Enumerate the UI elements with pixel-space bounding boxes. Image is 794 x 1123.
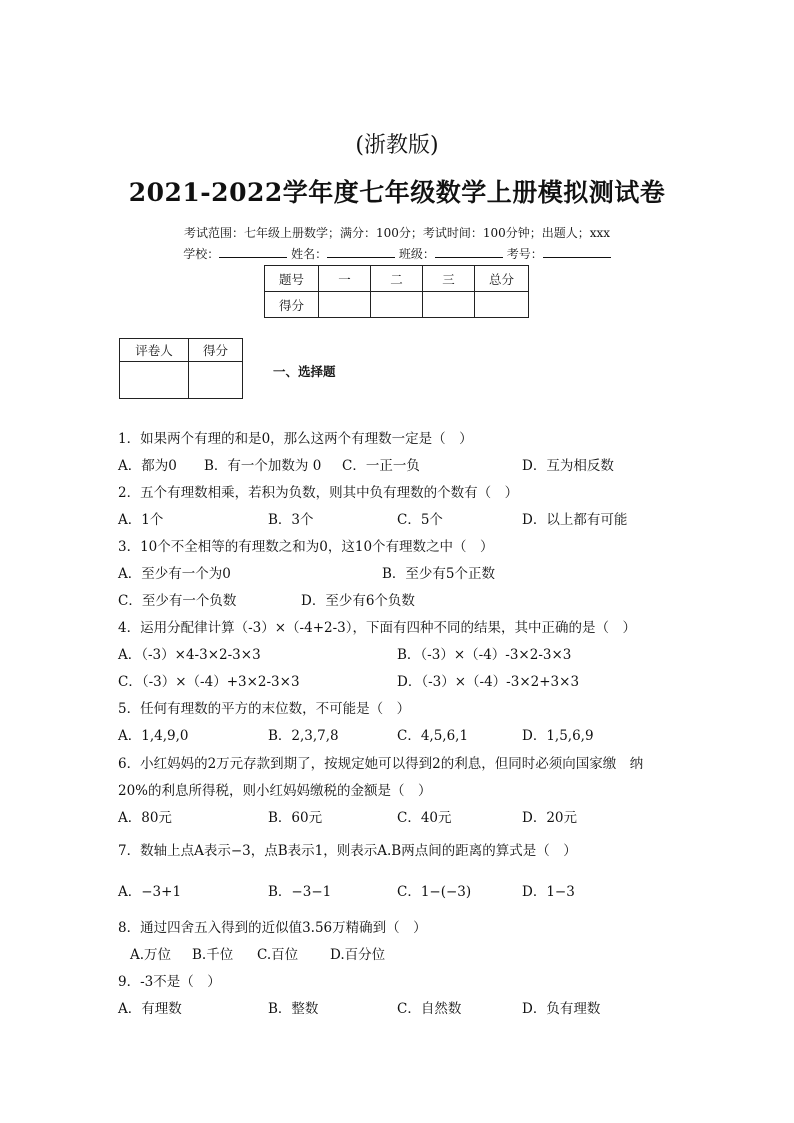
question-stem: 7．数轴上点A表示−3，点B表示1，则表示A.B两点间的距离的算式是（ ）	[118, 843, 577, 859]
score-table	[264, 265, 529, 318]
option: B．（-3）×（-4）-3×2-3×3	[397, 647, 572, 663]
grader-score-header: 得分	[189, 339, 243, 362]
subtitle: (浙教版)	[355, 133, 439, 158]
option: A.万位	[130, 947, 172, 963]
option: C．5个	[397, 512, 443, 528]
option: A．−3+1	[118, 884, 182, 900]
option: B．−3−1	[268, 884, 332, 900]
option: C．1−(−3)	[397, 884, 472, 900]
class-blank[interactable]	[435, 246, 503, 258]
question-stem-continued: 20%的利息所得税，则小红妈妈缴税的金额是（ ）	[118, 783, 432, 799]
class-label: 班级：	[398, 247, 435, 261]
option: A．至少有一个为0	[118, 566, 231, 582]
school-label: 学校：	[183, 247, 220, 261]
grader-table	[119, 338, 243, 399]
exam-number-label: 考号：	[506, 247, 543, 261]
option: C．（-3）×（-4）+3×2-3×3	[118, 674, 300, 690]
option: B．3个	[268, 512, 314, 528]
question-stem: 1．如果两个有理的和是0，那么这两个有理数一定是（ ）	[118, 431, 473, 447]
question-stem: 2．五个有理数相乘，若积为负数，则其中负有理数的个数有（ ）	[118, 485, 519, 501]
score-table-header: 三	[423, 266, 475, 292]
student-fields	[0, 245, 794, 262]
score-cell[interactable]	[475, 292, 529, 318]
score-row-label: 得分	[265, 292, 319, 318]
option: D．1−3	[522, 884, 575, 900]
option: C．至少有一个负数	[118, 593, 237, 609]
option: D．负有理数	[522, 1001, 601, 1017]
score-cell[interactable]	[319, 292, 371, 318]
name-label: 姓名：	[291, 247, 328, 261]
option: C．40元	[397, 810, 452, 826]
score-table-header: 总分	[475, 266, 529, 292]
option: D．以上都有可能	[522, 512, 628, 528]
option: A．1个	[118, 512, 164, 528]
option: B．有一个加数为 0	[204, 458, 322, 474]
option: A．（-3）×4-3×2-3×3	[118, 647, 261, 663]
option: B．整数	[268, 1001, 319, 1017]
option: C．4,5,6,1	[397, 728, 469, 744]
option: C．一正一负	[342, 458, 420, 474]
option: D.百分位	[330, 947, 386, 963]
option: C.百位	[257, 947, 299, 963]
question-stem: 5．任何有理数的平方的末位数，不可能是（ ）	[118, 701, 411, 717]
grader-header: 评卷人	[120, 339, 189, 362]
option: D．20元	[522, 810, 578, 826]
option: D．1,5,6,9	[522, 728, 594, 744]
question-stem: 4．运用分配律计算（-3）×（-4+2-3），下面有四种不同的结果，其中正确的是（ ）	[118, 620, 637, 636]
option: D．互为相反数	[522, 458, 614, 474]
score-cell[interactable]	[371, 292, 423, 318]
option: B．至少有5个正数	[382, 566, 496, 582]
score-table-header: 题号	[265, 266, 319, 292]
school-blank[interactable]	[219, 246, 287, 258]
option: D．（-3）×（-4）-3×2+3×3	[397, 674, 580, 690]
option: C．自然数	[397, 1001, 462, 1017]
question-stem: 6．小红妈妈的2万元存款到期了，按规定她可以得到2的利息，但同时必须向国家缴 纳	[118, 756, 644, 772]
option: B．60元	[268, 810, 323, 826]
grader-score-cell[interactable]	[189, 362, 243, 399]
question-stem: 3．10个不全相等的有理数之和为0，这10个有理数之中（ ）	[118, 539, 494, 555]
question-stem: 9．-3不是（ ）	[118, 974, 221, 990]
option: A．80元	[118, 810, 172, 826]
option: B．2,3,7,8	[268, 728, 339, 744]
option: A．有理数	[118, 1001, 182, 1017]
score-table-header: 二	[371, 266, 423, 292]
option: B.千位	[192, 947, 234, 963]
score-cell[interactable]	[423, 292, 475, 318]
option: A．1,4,9,0	[118, 728, 189, 744]
question-stem: 8．通过四舍五入得到的近似值3.56万精确到（ ）	[118, 920, 427, 936]
exam-number-blank[interactable]	[543, 246, 611, 258]
name-blank[interactable]	[327, 246, 395, 258]
option: A．都为0	[118, 458, 177, 474]
option: D．至少有6个负数	[301, 593, 415, 609]
score-table-header: 一	[319, 266, 371, 292]
exam-info: 考试范围：七年级上册数学；满分：100分；考试时间：100分钟；出题人；xxx	[183, 226, 611, 240]
grader-cell[interactable]	[120, 362, 189, 399]
page-title: 2021-2022学年度七年级数学上册模拟测试卷	[128, 178, 666, 207]
section-title: 一、选择题	[273, 364, 336, 379]
